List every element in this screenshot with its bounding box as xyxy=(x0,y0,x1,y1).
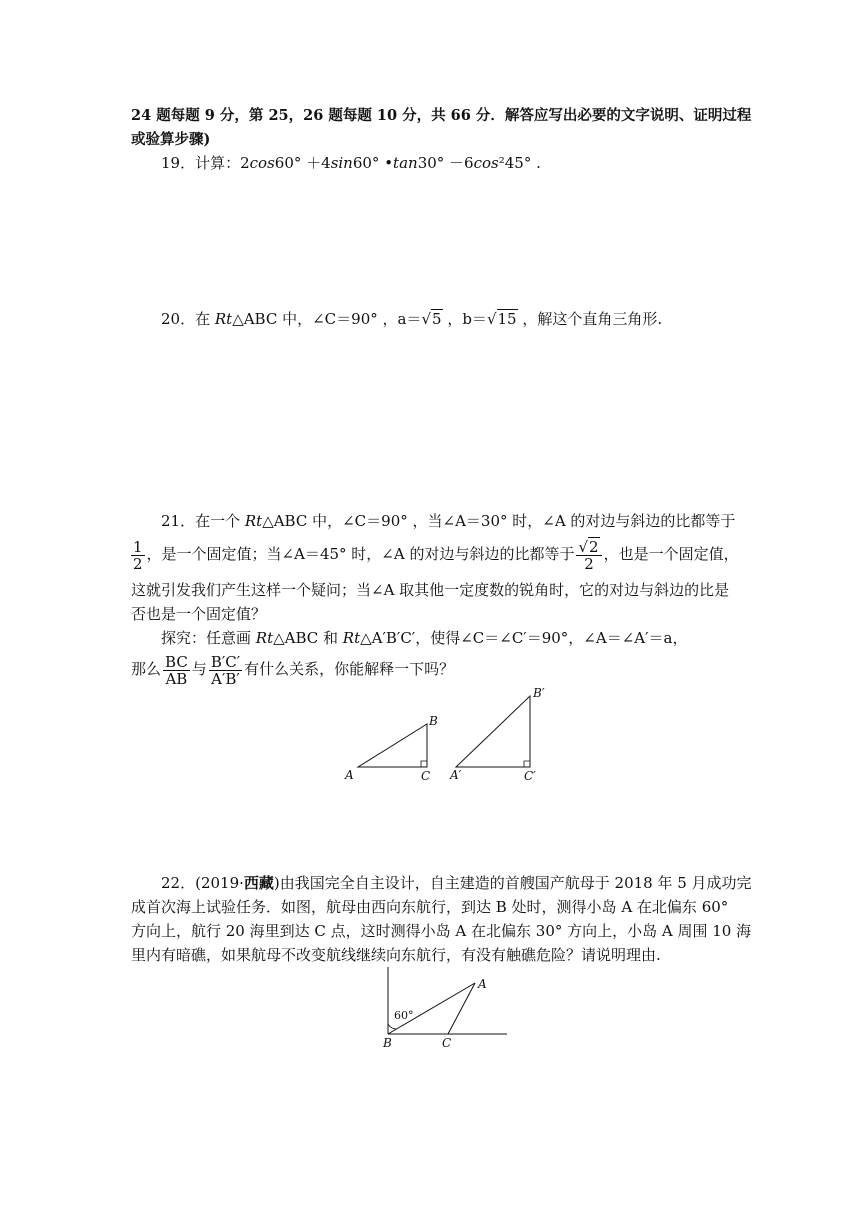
q22-navigation-figure xyxy=(375,962,515,1052)
q21-text: ，也是一个固定值， xyxy=(603,545,739,563)
q22-source-place: 西藏 xyxy=(243,874,274,892)
q20-text: ，解这个直角三角形. xyxy=(517,310,663,328)
label-A: A xyxy=(345,768,354,782)
q20-rt: Rt xyxy=(214,310,233,328)
question-19 xyxy=(161,153,541,173)
question-20 xyxy=(161,309,662,329)
angle-label-60: 60° xyxy=(394,1009,414,1022)
q21-text: △ABC 和 xyxy=(273,629,343,647)
q19-text: 30° －6 xyxy=(417,154,474,172)
sqrt-sign: √ xyxy=(421,310,432,328)
question-21-line-3: 这就引发我们产生这样一个疑问；当∠A 取其他一定度数的锐角时，它的对边与斜边的比是 xyxy=(131,581,730,599)
q21-text: 那么 xyxy=(131,660,162,678)
q19-text: ²45° . xyxy=(498,154,541,172)
fraction-one-half xyxy=(131,539,145,572)
question-22-line-2: 成首次海上试验任务．如图，航母由西向东航行，到达 B 处时，测得小岛 A 在北偏东 60° xyxy=(131,898,729,916)
question-21-line-4: 否也是一个固定值？ xyxy=(131,605,267,623)
question-21-line-5 xyxy=(161,628,687,648)
q21-text: △A′B′C′，使得∠C＝∠C′＝90°，∠A＝∠A′＝a， xyxy=(360,629,688,647)
triangle-abc xyxy=(344,714,438,783)
q21-rt: Rt xyxy=(255,629,274,647)
q20-a-radicand: 5 xyxy=(432,310,442,328)
q19-func-cos: cos xyxy=(473,154,499,172)
sqrt-sign: √ xyxy=(486,310,497,328)
label-B: B xyxy=(429,714,438,728)
frac-numerator: B′C′ xyxy=(210,652,241,671)
q19-text: 60° • xyxy=(352,154,394,172)
label-A: A xyxy=(478,977,487,991)
angle-arc xyxy=(388,1024,397,1029)
q22-text: 22．(2019· xyxy=(161,874,244,892)
q19-text: 19．计算：2 xyxy=(161,154,250,172)
q21-text: ，是一个固定值；当∠A＝45° 时，∠A 的对边与斜边的比都等于 xyxy=(146,545,575,563)
radicand: 2 xyxy=(589,537,599,556)
q19-func-cos: cos xyxy=(249,154,275,172)
label-C: C xyxy=(421,769,431,783)
q21-rt: Rt xyxy=(342,629,361,647)
q21-triangles-figure xyxy=(335,684,555,784)
triangle-a2b2c2 xyxy=(449,686,545,783)
q19-func-tan: tan xyxy=(393,154,418,172)
q21-text: 21．在一个 xyxy=(161,512,245,530)
fraction-b2c2-a2b2 xyxy=(209,654,242,687)
q20-text: ，b＝ xyxy=(442,310,487,328)
frac-numerator xyxy=(576,539,601,556)
question-21-line-6 xyxy=(131,652,454,687)
label-A-prime: A′ xyxy=(450,768,462,782)
instruction-line-1: 24 题每题 9 分，第 25，26 题每题 10 分，共 66 分．解答应写出必要的文字说明、证明过程 xyxy=(131,107,752,124)
q19-text: 60° ＋4 xyxy=(274,154,331,172)
question-22-line-3: 方向上，航行 20 海里到达 C 点，这时测得小岛 A 在北偏东 30° 方向上，小岛 A 周围 10 海 xyxy=(131,922,752,940)
label-C: C xyxy=(442,1036,452,1050)
q20-text: 20．在 xyxy=(161,310,215,328)
q20-text: △ABC 中，∠C＝90° ，a＝ xyxy=(232,310,422,328)
question-21-line-1 xyxy=(161,511,735,531)
instruction-line-2: 或验算步骤) xyxy=(131,131,211,148)
question-22-line-1 xyxy=(161,873,752,893)
q21-text: 有什么关系，你能解释一下吗？ xyxy=(244,660,455,678)
sqrt-sign: √ xyxy=(578,537,589,556)
frac-denominator: 2 xyxy=(133,554,143,573)
frac-denominator: A′B′ xyxy=(211,669,240,688)
frac-numerator: 1 xyxy=(133,537,143,556)
label-C-prime: C′ xyxy=(524,769,536,783)
question-21-line-2 xyxy=(129,537,739,572)
q21-text: △ABC 中，∠C＝90° ，当∠A＝30° 时，∠A 的对边与斜边的比都等于 xyxy=(262,512,736,530)
q21-text: 与 xyxy=(191,660,207,678)
q21-rt: Rt xyxy=(244,512,263,530)
q21-text: 探究：任意画 xyxy=(161,629,256,647)
fraction-bc-ab xyxy=(163,654,190,687)
question-22-line-4: 里内有暗礁，如果航母不改变航线继续向东航行，有没有触礁危险？请说明理由. xyxy=(131,946,661,964)
label-B-prime: B′ xyxy=(533,686,545,700)
label-B: B xyxy=(383,1036,392,1050)
q20-b-radicand: 15 xyxy=(497,310,517,328)
q22-text: )由我国完全自主设计，自主建造的首艘国产航母于 2018 年 5 月成功完 xyxy=(273,874,752,892)
fraction-root2-over-2 xyxy=(576,539,601,572)
frac-numerator: BC xyxy=(165,652,188,671)
frac-denominator: 2 xyxy=(584,554,594,573)
frac-denominator: AB xyxy=(165,669,188,688)
q19-func-sin: sin xyxy=(330,154,353,172)
